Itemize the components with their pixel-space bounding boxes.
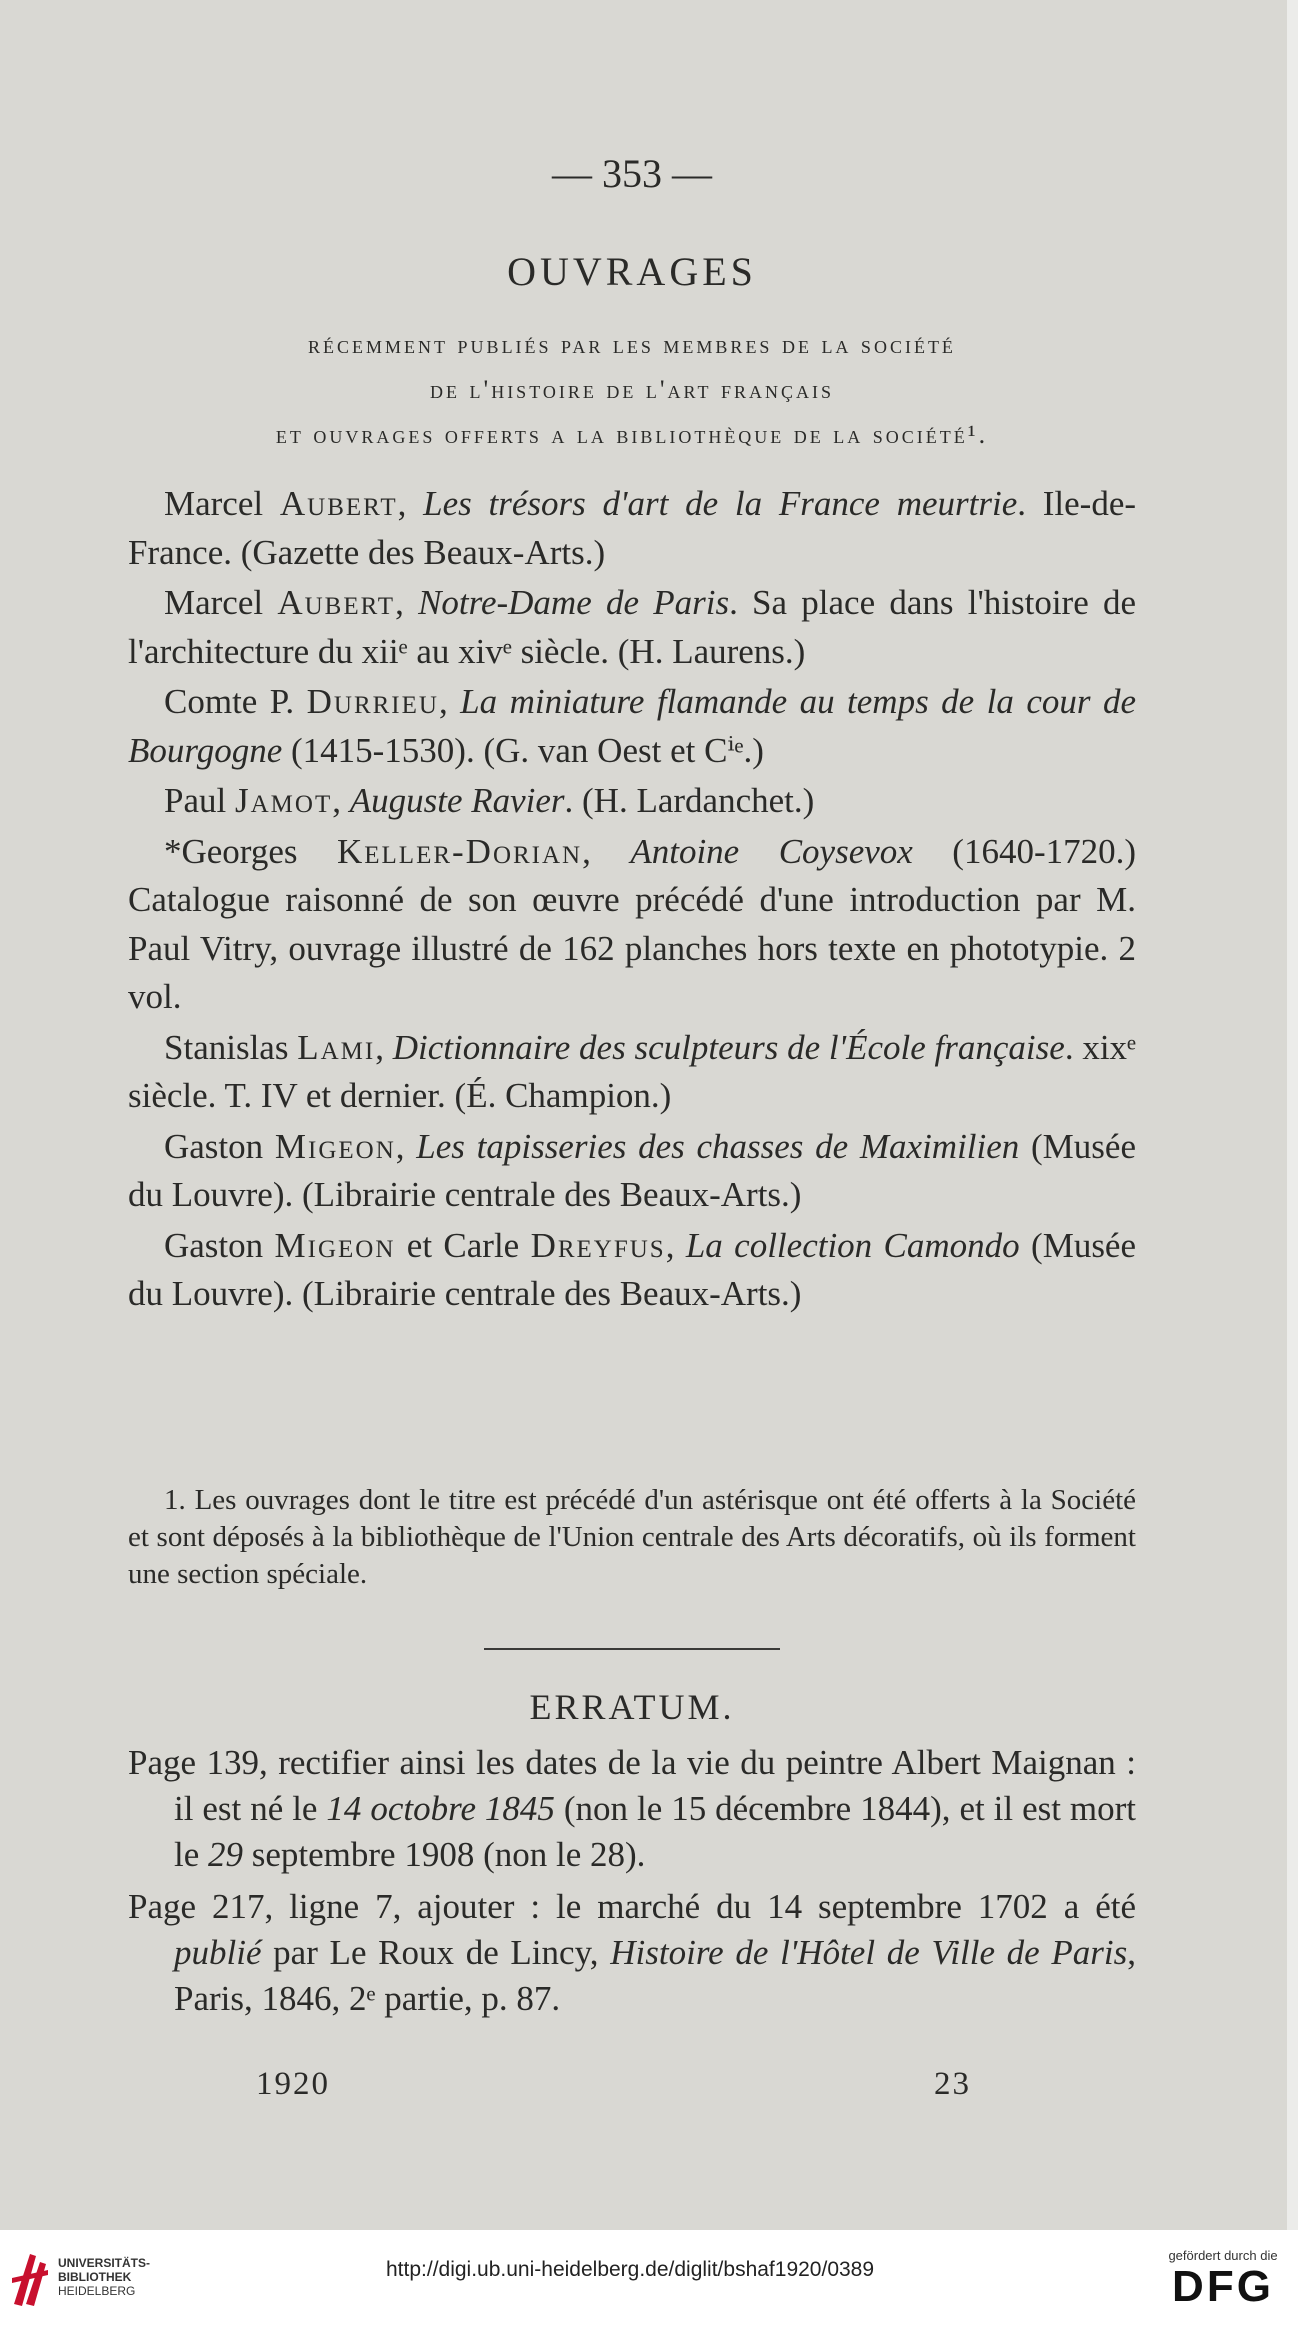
section-title: OUVRAGES: [507, 249, 757, 294]
bibliography-entry: Marcel Aubert, Notre-Dame de Paris. Sa place dans l'histoire de l'architecture du xiiᵉ au xivᵉ siècle. (H. Laurens.): [128, 583, 1137, 671]
page-edge: [1287, 0, 1298, 2230]
bibliography-entry: Comte P. Durrieu, La miniature flamande au temps de la cour de Bourgogne (1415-1530). (G. van Oest et Cⁱᵉ.): [128, 682, 1137, 770]
work-title: La miniature flamande au temps de la cour de Bourgogne: [128, 682, 1137, 770]
author-name: Aubert: [277, 583, 396, 622]
author-name: Dreyfus: [530, 1225, 666, 1265]
work-title: Les trésors d'art de la France meurtrie: [423, 484, 1018, 523]
divider: [484, 1648, 780, 1650]
bibliography-entry: Paul Jamot, Auguste Ravier. (H. Lardanchet.): [164, 781, 815, 820]
author-name: Lami: [297, 1027, 376, 1067]
funder-logo: gefördert durch die DFG: [1158, 2248, 1288, 2309]
author-name: Migeon: [274, 1126, 396, 1166]
author-name: Keller-Dorian: [336, 831, 583, 871]
bibliography-list: [128, 480, 1136, 1321]
work-title: Antoine Coysevox: [630, 831, 913, 871]
author-name: Jamot: [234, 781, 333, 820]
library-logo-text: UNIVERSITÄTS- BIBLIOTHEK HEIDELBERG: [58, 2256, 151, 2298]
work-title: La collection Camondo: [685, 1225, 1020, 1265]
subtitle-line: de l'histoire de l'art français: [430, 375, 834, 404]
subtitle-line: récemment publiés par les membres de la société: [308, 330, 956, 359]
bibliography-entry: *Georges Keller-Dorian, Antoine Coysevox (1640-1720.) Catalogue raisonné de son œuvre précédé d'une introduction par M. Paul Vitry, ouvrage illustré de 162 planches hors texte en phototypie. 2 vol.: [128, 831, 1137, 1016]
permalink[interactable]: http://digi.ub.uni-heidelberg.de/diglit/bshaf1920/0389: [386, 2258, 875, 2281]
signature-year: 1920: [256, 2066, 330, 2102]
erratum-title: ERRATUM.: [529, 1687, 735, 1727]
library-logo-icon: [10, 2248, 52, 2312]
author-name: Durrieu: [306, 682, 439, 721]
work-title: Dictionnaire des sculpteurs de l'École française: [392, 1027, 1065, 1067]
bibliography-entry: Gaston Migeon et Carle Dreyfus, La collection Camondo (Musée du Louvre). (Librairie centrale des Beaux-Arts.): [128, 1225, 1137, 1313]
footnote: 1. Les ouvrages dont le titre est précédé d'un astérisque ont été offerts à la Société et sont déposés à la bibliothèque de l'Union centrale des Arts décoratifs, où ils forment une section spéciale.: [128, 1484, 1136, 1590]
erratum-entry: Page 217, ligne 7, ajouter : le marché du 14 septembre 1702 a été publié par Le Roux de Lincy, Histoire de l'Hôtel de Ville de Paris, Paris, 1846, 2ᵉ partie, p. 87.: [128, 1887, 1136, 2018]
work-title: Auguste Ravier: [349, 781, 565, 820]
page-number: — 353 —: [552, 151, 712, 196]
subtitle-line: et ouvrages offerts a la bibliothèque de la société¹.: [275, 420, 989, 449]
bibliography-entry: Marcel Aubert, Les trésors d'art de la France meurtrie. Ile-de-France. (Gazette des Beaux-Arts.): [128, 484, 1137, 572]
dfg-logo: DFG: [1172, 2262, 1274, 2311]
author-name: Migeon: [274, 1225, 396, 1265]
viewer-footer: [0, 2236, 1298, 2325]
work-title: Notre-Dame de Paris: [418, 583, 730, 622]
section-subtitle: [128, 322, 1136, 457]
work-title: Les tapisseries des chasses de Maximilien: [416, 1126, 1020, 1166]
bibliography-entry: Gaston Migeon, Les tapisseries des chasses de Maximilien (Musée du Louvre). (Librairie centrale des Beaux-Arts.): [128, 1126, 1136, 1214]
errata-list: [128, 1740, 1136, 2028]
author-name: Aubert: [279, 484, 398, 523]
bibliography-entry: Stanislas Lami, Dictionnaire des sculpteurs de l'École française. xixᵉ siècle. T. IV et dernier. (É. Champion.): [128, 1027, 1137, 1115]
erratum-entry: Page 139, rectifier ainsi les dates de la vie du peintre Albert Maignan : il est né le 14 octobre 1845 (non le 15 décembre 1844), et il est mort le 29 septembre 1908 (non le 28).: [128, 1743, 1136, 1874]
signature-mark: 23: [934, 2066, 971, 2102]
